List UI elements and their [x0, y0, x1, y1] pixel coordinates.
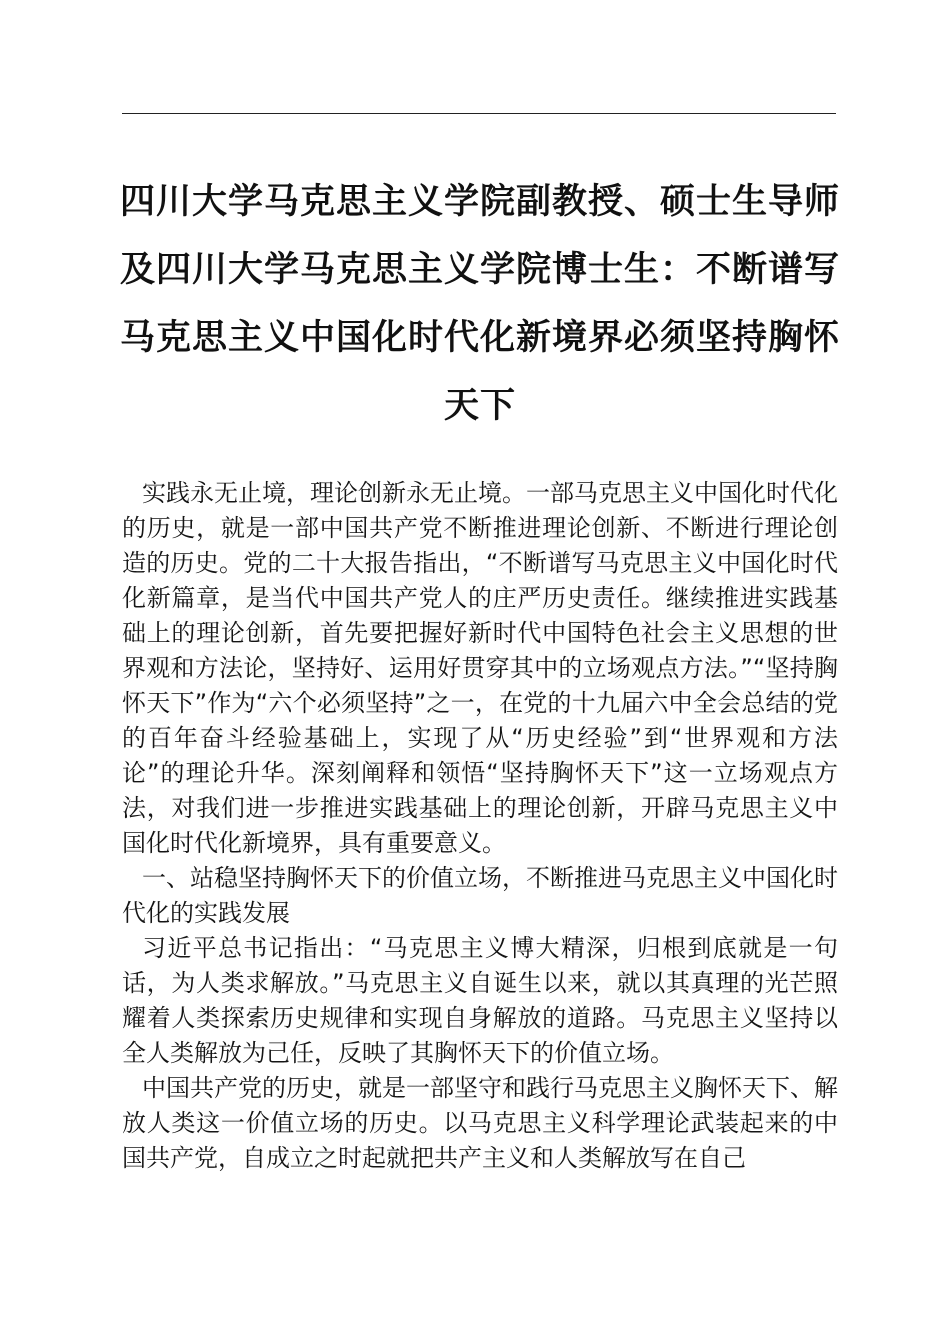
document-body [122, 476, 838, 1176]
header-divider [122, 113, 836, 114]
body-paragraph: 中国共产党的历史，就是一部坚守和践行马克思主义胸怀天下、解放人类这一价值立场的历史。以马克思主义科学理论武装起来的中国共产党，自成立之时起就把共产主义和人类解放写在自己 [122, 1074, 838, 1172]
section-heading: 一、站稳坚持胸怀天下的价值立场，不断推进马克思主义中国化时代化的实践发展 [122, 864, 838, 927]
body-paragraph: 习近平总书记指出：“马克思主义博大精深，归根到底就是一句话，为人类求解放。”马克思主义自诞生以来，就以其真理的光芒照耀着人类探索历史规律和实现自身解放的道路。马克思主义坚持以全人类解放为己任，反映了其胸怀天下的价值立场。 [122, 934, 838, 1067]
body-paragraph: 实践永无止境，理论创新永无止境。一部马克思主义中国化时代化的历史，就是一部中国共产党不断推进理论创新、不断进行理论创造的历史。党的二十大报告指出，“不断谱写马克思主义中国化时代化新篇章，是当代中国共产党人的庄严历史责任。继续推进实践基础上的理论创新，首先要把握好新时代中国特色社会主义思想的世界观和方法论，坚持好、运用好贯穿其中的立场观点方法。”“坚持胸怀天下”作为“六个必须坚持”之一，在党的十九届六中全会总结的党的百年奋斗经验基础上，实现了从“历史经验”到“世界观和方法论”的理论升华。深刻阐释和领悟“坚持胸怀天下”这一立场观点方法，对我们进一步推进实践基础上的理论创新，开辟马克思主义中国化时代化新境界，具有重要意义。 [122, 479, 838, 857]
document-title: 四川大学马克思主义学院副教授、硕士生导师及四川大学马克思主义学院博士生：不断谱写马克思主义中国化时代化新境界必须坚持胸怀天下 [119, 182, 840, 426]
